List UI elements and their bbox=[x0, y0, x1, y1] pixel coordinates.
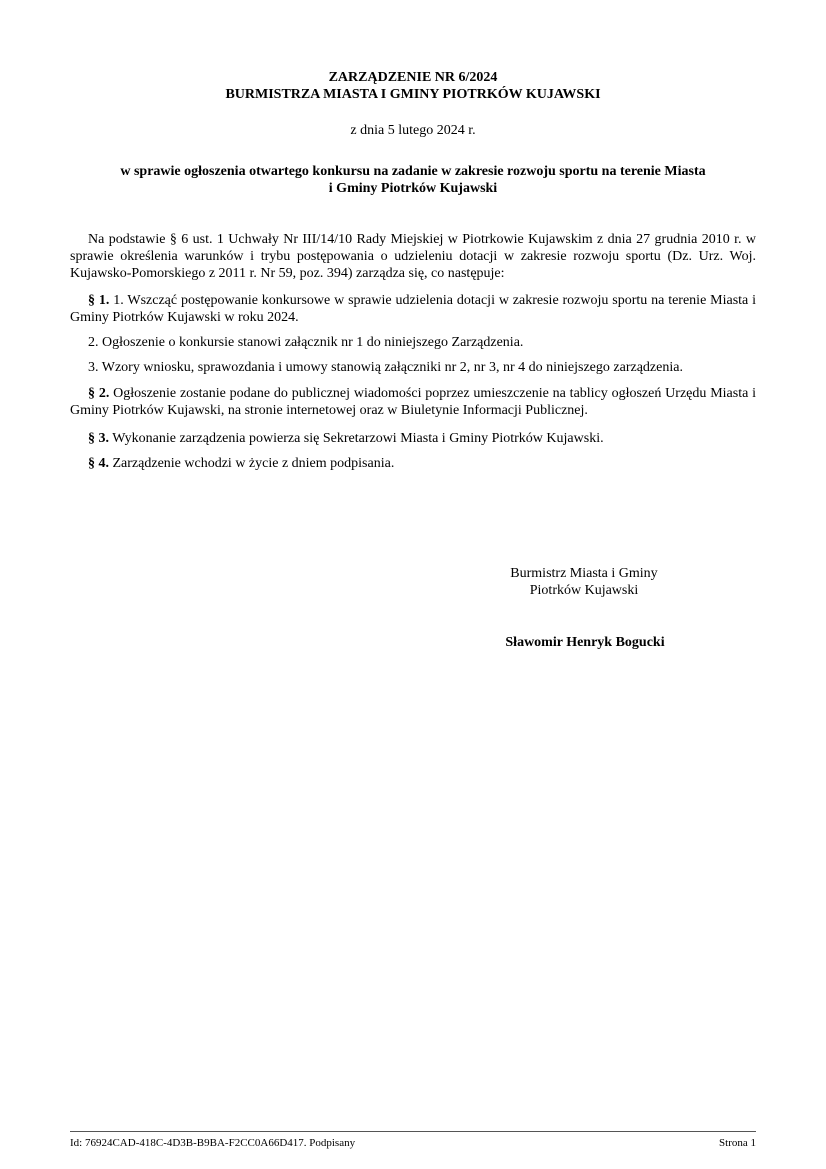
page-number: Strona 1 bbox=[719, 1137, 756, 1149]
paragraph-3 bbox=[70, 430, 756, 447]
paragraph-4-text: Zarządzenie wchodzi w życie z dniem podpisania. bbox=[109, 456, 395, 471]
paragraph-3-text: Wykonanie zarządzenia powierza się Sekretarzowi Miasta i Gminy Piotrków Kujawski. bbox=[109, 431, 604, 446]
paragraph-1-point-2: 2. Ogłoszenie o konkursie stanowi załącznik nr 1 do niniejszego Zarządzenia. bbox=[88, 335, 524, 350]
paragraph-2 bbox=[70, 385, 756, 419]
document-title: ZARZĄDZENIE NR 6/2024 bbox=[328, 70, 498, 85]
paragraph-1-point-3: 3. Wzory wniosku, sprawozdania i umowy stanowią załączniki nr 2, nr 3, nr 4 do niniejszego zarządzenia. bbox=[88, 360, 683, 375]
paragraph-2-text: Ogłoszenie zostanie podane do publicznej wiadomości poprzez umieszczenie na tablicy ogłoszeń Urzędu Miasta i Gminy Piotrków Kujawski, na stronie internetowej oraz w Biuletynie Informacji Publicznej. bbox=[70, 386, 757, 418]
paragraph-3-label: § 3. bbox=[88, 431, 109, 446]
document-date: z dnia 5 lutego 2024 r. bbox=[350, 123, 476, 138]
issuer-title: BURMISTRZA MIASTA I GMINY PIOTRKÓW KUJAWSKI bbox=[225, 87, 601, 102]
paragraph-1-label: § 1. bbox=[88, 293, 110, 308]
preamble: Na podstawie § 6 ust. 1 Uchwały Nr III/14/10 Rady Miejskiej w Piotrkowie Kujawskim z dnia 27 grudnia 2010 r. w sprawie określenia warunków i trybu postępowania o udzieleniu dotacji w zakresie rozwoju sportu (Dz. Urz. Woj. Kujawsko-Pomorskiego z 2011 r. Nr 59, poz. 394) zarządza się, co następuje: bbox=[70, 232, 756, 281]
subject-line-2: i Gminy Piotrków Kujawski bbox=[328, 181, 498, 196]
paragraph-1 bbox=[70, 292, 756, 326]
paragraph-4 bbox=[70, 455, 756, 472]
document-id: Id: 76924CAD-418C-4D3B-B9BA-F2CC0A66D417. Podpisany bbox=[70, 1137, 356, 1149]
paragraph-2-label: § 2. bbox=[88, 386, 110, 401]
paragraph-4-label: § 4. bbox=[88, 456, 109, 471]
paragraph-1-text: 1. Wszcząć postępowanie konkursowe w sprawie udzielenia dotacji w zakresie rozwoju sportu na terenie Miasta i Gminy Piotrków Kujawski w roku 2024. bbox=[70, 293, 757, 325]
subject-line-1: w sprawie ogłoszenia otwartego konkursu na zadanie w zakresie rozwoju sportu na terenie Miasta bbox=[120, 164, 706, 179]
signature-role-line-2: Piotrków Kujawski bbox=[529, 583, 639, 598]
footer-divider bbox=[70, 1131, 756, 1132]
signatory-name: Sławomir Henryk Bogucki bbox=[505, 635, 665, 650]
signature-role-line-1: Burmistrz Miasta i Gminy bbox=[510, 566, 658, 581]
